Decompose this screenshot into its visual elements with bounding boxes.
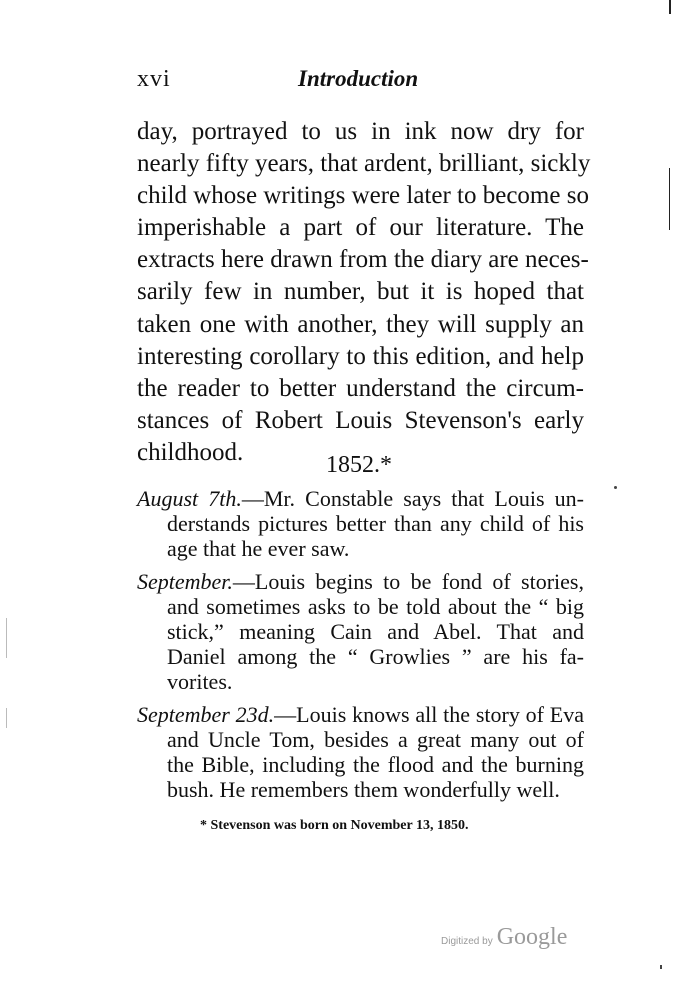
body-line: taken one with another, they will supply an bbox=[137, 310, 584, 338]
body-paragraph bbox=[137, 116, 591, 469]
body-line: imperishable a part of our literature. The bbox=[137, 214, 584, 242]
entry-date: September. bbox=[137, 569, 233, 594]
body-line: childhood. bbox=[137, 438, 244, 466]
watermark-prefix: Digitized by bbox=[441, 936, 493, 947]
entry-line: stick,” meaning Cain and Abel. That and bbox=[167, 619, 584, 644]
entry-text: —Mr. Constable says that Louis un- bbox=[241, 486, 584, 511]
diary-entry bbox=[137, 569, 584, 694]
entry-first-line bbox=[137, 569, 584, 594]
entry-line: derstands pictures better than any child of his bbox=[167, 511, 584, 536]
body-line: child whose writings were later to become so bbox=[137, 182, 589, 210]
diary-entry bbox=[137, 702, 584, 802]
entry-line: and Uncle Tom, besides a great many out of bbox=[167, 727, 584, 752]
footnote: * Stevenson was born on November 13, 1850. bbox=[200, 818, 469, 833]
body-line: nearly fifty years, that ardent, brilliant, sickly bbox=[137, 150, 591, 178]
entry-line: bush. He remembers them wonderfully well. bbox=[167, 777, 560, 802]
entry-first-line bbox=[137, 486, 584, 511]
entry-text: —Louis knows all the story of Eva bbox=[274, 702, 584, 727]
running-head: Introduction bbox=[298, 66, 419, 91]
google-logo: Google bbox=[496, 924, 568, 950]
entry-line: Daniel among the “ Growlies ” are his fa- bbox=[167, 644, 584, 669]
entry-date: September 23d. bbox=[137, 702, 275, 727]
body-line: stances of Robert Louis Stevenson's early bbox=[137, 406, 584, 434]
page-number: xvi bbox=[137, 66, 171, 92]
entry-line: the Bible, including the flood and the burning bbox=[167, 752, 584, 777]
body-line: day, portrayed to us in ink now dry for bbox=[137, 118, 584, 145]
page-edge-line bbox=[669, 0, 671, 14]
year-heading: 1852.* bbox=[326, 452, 392, 478]
entry-first-line bbox=[137, 702, 584, 727]
diary-entry bbox=[137, 486, 584, 561]
page-edge-line bbox=[669, 168, 670, 230]
scan-speck bbox=[6, 708, 7, 728]
body-line: sarily few in number, but it is hoped that bbox=[137, 278, 584, 306]
entry-line: and sometimes asks to be told about the “ big bbox=[167, 594, 584, 619]
entry-line: age that he ever saw. bbox=[167, 536, 350, 561]
scan-speck bbox=[660, 965, 662, 969]
diary-entries bbox=[137, 486, 584, 810]
body-line: the reader to better understand the circum- bbox=[137, 374, 584, 402]
body-line: extracts here drawn from the diary are neces- bbox=[137, 246, 589, 274]
entry-text: —Louis begins to be fond of stories, bbox=[232, 569, 584, 594]
scan-speck bbox=[614, 486, 617, 489]
entry-line: vorites. bbox=[167, 669, 233, 694]
entry-date: August 7th. bbox=[137, 486, 242, 511]
scan-speck bbox=[6, 618, 7, 658]
digitized-watermark bbox=[441, 924, 567, 951]
body-line: interesting corollary to this edition, and help bbox=[137, 342, 584, 370]
